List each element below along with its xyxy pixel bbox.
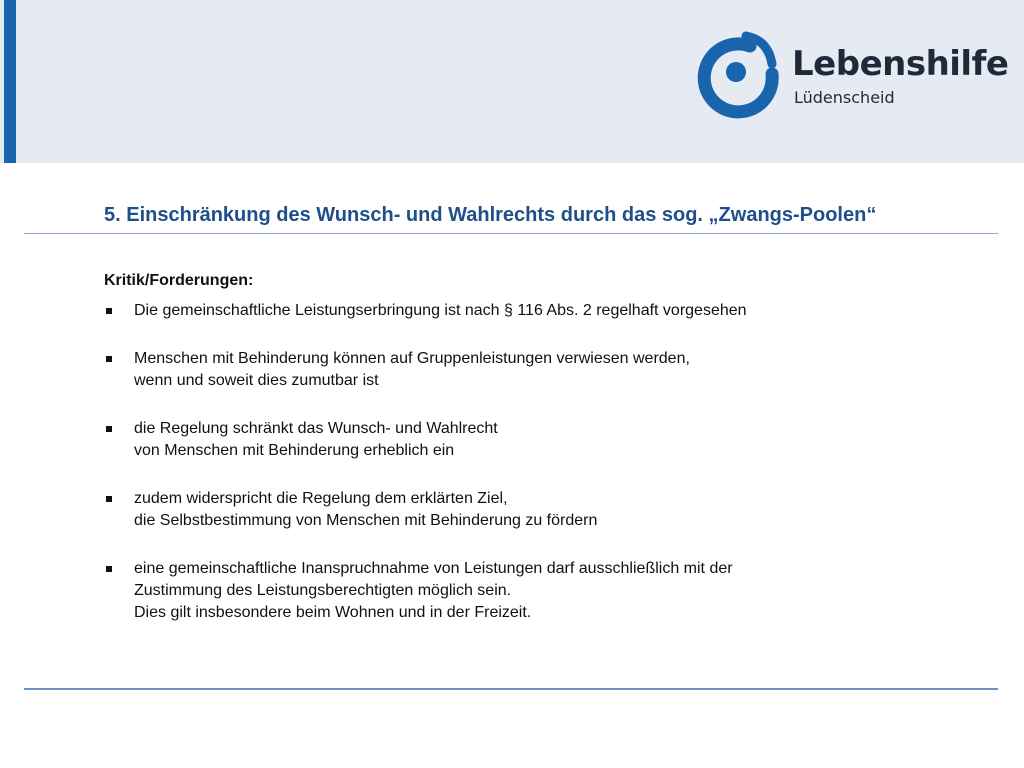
bullet-text-line: Zustimmung des Leistungsberechtigten möglich sein. bbox=[134, 582, 512, 599]
bullet-item bbox=[104, 300, 964, 322]
bullet-text-line: die Regelung schränkt das Wunsch- und Wahlrecht bbox=[134, 420, 498, 437]
bullet-text-line: wenn und soweit dies zumutbar ist bbox=[134, 372, 379, 389]
bullet-text-line: von Menschen mit Behinderung erheblich ein bbox=[134, 442, 455, 459]
lebenshilfe-logo-icon bbox=[690, 30, 782, 120]
bullet-text-line: Dies gilt insbesondere beim Wohnen und in der Freizeit. bbox=[134, 604, 532, 621]
logo-name: Lebenshilfe bbox=[792, 44, 1009, 84]
bullet-list bbox=[104, 300, 964, 624]
square-bullet-icon bbox=[106, 426, 112, 432]
bullet-text-line: Menschen mit Behinderung können auf Gruppenleistungen verwiesen werden, bbox=[134, 350, 690, 367]
title-divider bbox=[24, 233, 998, 234]
bullet-item bbox=[104, 348, 964, 392]
square-bullet-icon bbox=[106, 566, 112, 572]
bullet-text-line: eine gemeinschaftliche Inanspruchnahme von Leistungen darf ausschließlich mit der bbox=[134, 560, 733, 577]
header-accent-bar bbox=[4, 0, 16, 163]
bullet-item bbox=[104, 558, 964, 624]
bullet-item bbox=[104, 418, 964, 462]
square-bullet-icon bbox=[106, 308, 112, 314]
bullet-text-line: Die gemeinschaftliche Leistungserbringung ist nach § 116 Abs. 2 regelhaft vorgesehen bbox=[134, 302, 747, 319]
bullet-text-line: zudem widerspricht die Regelung dem erklärten Ziel, bbox=[134, 490, 508, 507]
section-subheading: Kritik/Forderungen: bbox=[104, 272, 254, 289]
square-bullet-icon bbox=[106, 356, 112, 362]
bottom-divider bbox=[24, 688, 998, 690]
bullet-item bbox=[104, 488, 964, 532]
page-title: 5. Einschränkung des Wunsch- und Wahlrechts durch das sog. „Zwangs-Poolen“ bbox=[104, 204, 877, 226]
square-bullet-icon bbox=[106, 496, 112, 502]
logo-location: Lüdenscheid bbox=[794, 88, 895, 107]
bullet-text-line: die Selbstbestimmung von Menschen mit Behinderung zu fördern bbox=[134, 512, 598, 529]
lebenshilfe-logo bbox=[690, 30, 1010, 122]
